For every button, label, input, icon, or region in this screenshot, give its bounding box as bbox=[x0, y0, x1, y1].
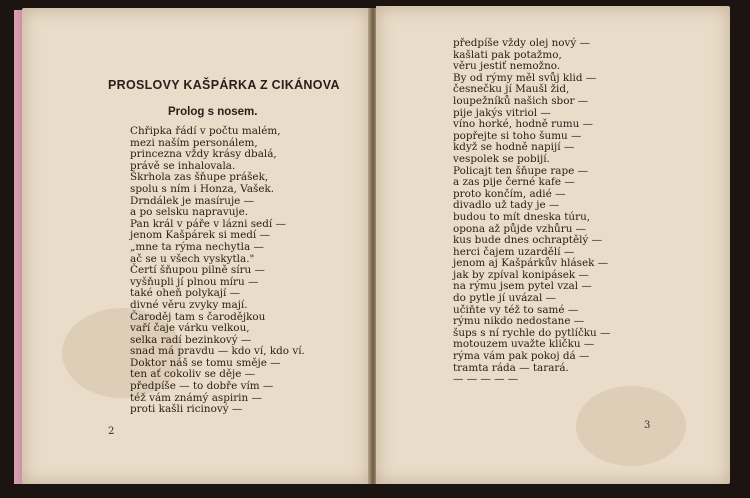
verse-line: princezna vždy krásy dbalá, bbox=[130, 148, 277, 161]
verse-line: věru jestiť nemožno. bbox=[453, 60, 561, 73]
verse-line: rýmu nikdo nedostane — bbox=[453, 315, 585, 328]
verse-line: také oheň polykají — bbox=[130, 287, 241, 300]
verse-line: divné věru zvyky mají. bbox=[130, 298, 248, 311]
verse-line: mezi naším personálem, bbox=[130, 136, 258, 149]
verse-line: Drndálek je masíruje — bbox=[130, 194, 255, 207]
verse-line: pije jakýs vitriol — bbox=[453, 106, 551, 119]
page-number-left: 2 bbox=[108, 426, 115, 437]
verse-line: tramta ráda — tarará. bbox=[453, 361, 569, 374]
verse-line: Škrhola zas šňupe prášek, bbox=[130, 171, 269, 184]
verse-line: loupežníků našich sbor — bbox=[453, 94, 589, 107]
verse-line: kašlati pak potažmo, bbox=[453, 48, 562, 61]
verse-line: právě se inhalovala. bbox=[130, 159, 236, 172]
verse-line: jenom Kašpárek si medí — bbox=[130, 229, 270, 242]
verse-line: Chřipka řádí v počtu malém, bbox=[130, 125, 281, 137]
verse-line: opona až půjde vzhůru — bbox=[453, 222, 587, 235]
verse-line: — — — — — bbox=[453, 373, 519, 386]
verse-line: snad má pravdu — kdo ví, kdo ví. bbox=[130, 345, 305, 358]
verse-line: Policajt ten šňupe rape — bbox=[453, 164, 588, 177]
poem-title: PROSLOVY KAŠPÁRKA Z CIKÁNOVA bbox=[108, 78, 340, 92]
left-verse-list bbox=[130, 126, 305, 416]
verse-line: a zas pije černé kafe — bbox=[453, 176, 575, 189]
verse-line: herci čajem uzardělí — bbox=[453, 245, 575, 258]
verse-line: divadlo už tady je — bbox=[453, 199, 560, 212]
verse-line: kus bude dnes ochraptělý — bbox=[453, 234, 602, 247]
verse-line: též vám známý aspirin — bbox=[130, 391, 262, 404]
verse-line: vyšňupli jí plnou míru — bbox=[130, 275, 259, 288]
verse-line: česnečku jí Maušl žid, bbox=[453, 83, 570, 96]
page-number-right: 3 bbox=[644, 420, 651, 431]
poem-subtitle: Prolog s nosem. bbox=[168, 106, 258, 118]
verse-line: vespolek se pobijí. bbox=[453, 152, 550, 165]
verse-line: na rýmu jsem pytel vzal — bbox=[453, 280, 592, 293]
verse-line: jak by zpíval konipásek — bbox=[453, 268, 589, 281]
verse-line: Čaroděj tam s čarodějkou bbox=[130, 310, 266, 323]
verse-line: ač se u všech vyskytla." bbox=[130, 252, 255, 265]
verse-line: šups s ní rychle do pytlíčku — bbox=[453, 326, 611, 339]
verse-line: víno horké, hodně rumu — bbox=[453, 118, 594, 131]
verse-line: Doktor náš se tomu směje — bbox=[130, 356, 281, 369]
verse-line: předpíše vždy olej nový — bbox=[453, 37, 590, 49]
verse-line: a po selsku napravuje. bbox=[130, 206, 249, 219]
verse-line: Čertí šňupou pilně síru — bbox=[130, 264, 265, 277]
verse-line: motouzem uvažte kličku — bbox=[453, 338, 595, 351]
verse-line: „mne ta rýma nechytla — bbox=[130, 240, 264, 253]
verse-line: vaří čaje várku velkou, bbox=[130, 322, 250, 335]
verse-line: jenom aj Kašpárkův hlásek — bbox=[453, 257, 609, 270]
verse-line: předpíše — to dobře vím — bbox=[130, 380, 274, 393]
verse-line: proto končím, adié — bbox=[453, 187, 566, 200]
verse-line: učiňte vy též to samé — bbox=[453, 303, 579, 316]
verse-line: rýma vám pak pokoj dá — bbox=[453, 350, 590, 363]
verse-line: popřejte si toho šumu — bbox=[453, 129, 582, 142]
verse-line: selka radí bezinkový — bbox=[130, 333, 252, 346]
paper-stain bbox=[576, 386, 686, 466]
verse-line: proti kašli ricinový — bbox=[130, 403, 243, 416]
verse-line: By od rýmy měl svůj klid — bbox=[453, 71, 597, 84]
verse-line: budou to mít dneska túru, bbox=[453, 210, 591, 223]
verse-line: ten ať cokoliv se děje — bbox=[130, 368, 256, 381]
verse-line: do pytle jí uvázal — bbox=[453, 292, 556, 305]
verse-line: spolu s ním i Honza, Vašek. bbox=[130, 182, 275, 195]
verse-line: Pan král v páře v lázni sedí — bbox=[130, 217, 286, 230]
right-verse-list bbox=[453, 38, 610, 386]
verse-line: když se hodně napijí — bbox=[453, 141, 575, 154]
